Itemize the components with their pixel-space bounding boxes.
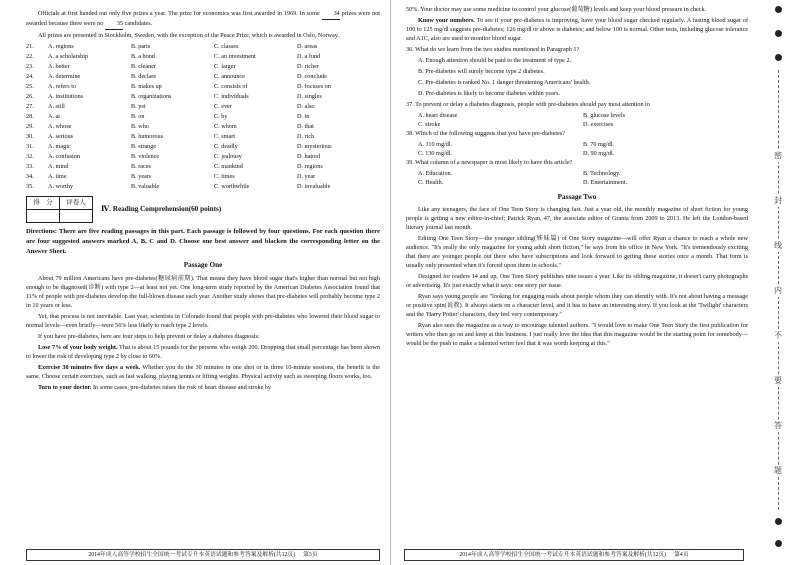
- cloze-question-number: 35.: [26, 182, 34, 190]
- question-36-options: [406, 57, 748, 99]
- q38-option-d: D. 90 mg/dl.: [583, 149, 615, 157]
- q37-option-b: B. glucose levels: [583, 111, 626, 119]
- cloze-option-b: B. years: [131, 172, 152, 180]
- cloze-option-d: D. areas: [297, 42, 318, 50]
- cloze-option-b: B. yet: [131, 102, 146, 110]
- score-label: 得 分: [27, 196, 60, 209]
- cloze-option-c: C. smart: [214, 132, 235, 140]
- cloze-question-number: 29.: [26, 122, 34, 130]
- cloze-option-a: A. worthy: [48, 182, 74, 190]
- q37-option-a: A. heart disease: [418, 111, 458, 119]
- q36-option-a: A. Enough attention should be paid to the treatment of type 2.: [418, 56, 572, 64]
- passage-one-paragraph-6: Turn to your doctor. In some cases, pre-diabetes raises the risk of heart disease and stroke by: [38, 383, 272, 391]
- cloze-option-c: C. jealousy: [214, 152, 242, 160]
- cloze-option-c: C. an investment: [214, 52, 256, 60]
- binding-hole: [775, 540, 782, 547]
- cloze-option-b: B. makes up: [131, 82, 162, 90]
- cloze-option-a: A. time: [48, 172, 67, 180]
- q36-option-d: D. Pre-diabetes is likely to become diabetes within years.: [418, 89, 560, 97]
- score-table: [26, 196, 93, 223]
- score-cell[interactable]: [27, 209, 60, 222]
- left-footer-page: 第3页: [303, 551, 318, 558]
- cloze-option-b: B. organizations: [131, 92, 172, 100]
- question-37: 37. To prevent or delay a diabetes diagnosis, people with pre-diabetes should pay most attention to: [406, 100, 650, 108]
- passage-one-paragraph-7: 50%. Your doctor may use some medicine to control your glucose(葡萄糖) levels and keep your blood pressure in check.: [406, 6, 707, 13]
- cloze-option-c: C. deadly: [214, 142, 238, 150]
- cloze-option-b: B. on: [131, 112, 145, 120]
- cloze-option-d: D. regions: [297, 162, 323, 170]
- cloze-option-a: A. magic: [48, 142, 71, 150]
- cloze-question-number: 30.: [26, 132, 34, 140]
- q37-option-c: C. stroke: [418, 120, 441, 128]
- q38-option-b: B. 70 mg/dl.: [583, 140, 614, 148]
- grader-label: 评卷人: [60, 196, 93, 209]
- grader-cell[interactable]: [60, 209, 93, 222]
- passage-two-paragraph-1: Like any teenagers, the face of One Teen Story is changing fast. Just a year old, the monthly magazine of short fiction for young people is getting a new editor-in-chief; Patrick Ryan, 47, the associate editor of Granta from 2009 to 2013. He left the London-based literary journal last month.: [406, 206, 748, 232]
- cloze-question-number: 26.: [26, 92, 34, 100]
- binding-char: 内: [770, 285, 786, 297]
- binding-char: 要: [770, 375, 786, 387]
- binding-char: 答: [770, 420, 786, 432]
- cloze-option-a: A. whose: [48, 122, 72, 130]
- passage-one-paragraph-5: Exercise 30 minutes five days a week. Whether you do the 30 minutes in one shot or in three 10-minute sessions, the benefit is the same. Choose certain exercises, such as fast walking, playing tennis or lifting weights. Physical activity such as sweeping floors works, too.: [26, 363, 380, 380]
- cloze-option-d: D. invaluable: [297, 182, 331, 190]
- cloze-option-b: B. strange: [131, 142, 157, 150]
- cloze-option-a: A. better: [48, 62, 70, 70]
- right-page: [392, 0, 754, 565]
- cloze-option-c: C. whom: [214, 122, 237, 130]
- cloze-option-d: D. richer: [297, 62, 319, 70]
- cloze-question-number: 32.: [26, 152, 34, 160]
- cloze-option-a: A. determine: [48, 72, 81, 80]
- passage-one-paragraph-2: Yet, that process is not inevitable. Last year, scientists in Colorado found that people with pre-diabetes who lowered their blood sugar to normal levels—even briefly—were 56% less likely to reach type 2 levels.: [26, 312, 380, 329]
- cloze-option-d: D. a fund: [297, 52, 321, 60]
- cloze-option-c: C. larger: [214, 62, 236, 70]
- passage-one-paragraph-4: Lose 7% of your body weight. That is about 15 pounds for the persons who weigh 200. Dropping that small percentage has been shown to lower the risk of developing type 2 by close to 60%.: [26, 343, 380, 360]
- passage-one-paragraph-8: Know your numbers. To see if your pre-diabetes is improving, have your blood sugar checked regularly. A fasting blood sugar of 100 to 125 mg/dl suggests pre-diabetes; 126 mg/dl or above is diabetes; and below 100 is normal. Other tests, including glucose tolerance and A1C, also are used to monitor blood sugar.: [406, 16, 748, 42]
- passage-one-paragraph-1: About 79 million Americans have pre-diabetes(糖尿病前期). That means they have blood sugar that's higher than normal but not high enough to be diagnosed(诊断) with type 2—at least not yet. One long-term study reported by the American Diabetes Association found that 11% of people with pre-diabetes develop the full-blown disease each year. Another study shows that pre-diabetes will probably become type 2 in 10 years or less.: [26, 274, 380, 309]
- cloze-option-a: A. institutions: [48, 92, 84, 100]
- cloze-option-c: C. classes: [214, 42, 239, 50]
- question-39-options: [406, 170, 748, 188]
- section-title: Ⅳ. Reading Comprehension(60 points): [101, 205, 222, 213]
- cloze-question-number: 24.: [26, 72, 34, 80]
- score-box-row: [26, 196, 380, 223]
- cloze-option-b: B. violence: [131, 152, 160, 160]
- cloze-option-b: B. who: [131, 122, 149, 130]
- passage-two-paragraph-2: Editing One Teen Story—the younger sibling(姊妹篇) of One Story magazine—will offer Ryan a chance to reach a whole new audience. "It's really the only magazine for young adult short fiction," he says from his office in New York. "It's tremendously exciting that there are younger people out there who have subscriptions and look forward to getting these stories once a month. That form is usually only presented when it's forced upon them in schools.": [406, 235, 748, 270]
- passage-two-paragraph-3: Designed for readers 14 and up, One Teen Story publishes nine issues a year. Like its sibling magazine, it doesn't carry photographs or advertising. It's just exactly what it says: one story per issue.: [406, 273, 748, 290]
- right-footer-page: 第4页: [674, 551, 689, 558]
- binding-char: 线: [770, 240, 786, 252]
- cloze-question-number: 25.: [26, 82, 34, 90]
- cloze-question-number: 33.: [26, 162, 34, 170]
- cloze-option-d: D. hatred: [297, 152, 321, 160]
- cloze-option-c: C. worthwhile: [214, 182, 250, 190]
- blank-34: 34: [322, 10, 340, 20]
- cloze-option-b: B. humorous: [131, 132, 163, 140]
- page-divider: [390, 0, 391, 565]
- cloze-question-number: 22.: [26, 52, 34, 60]
- cloze-option-d: D. rich: [297, 132, 315, 140]
- question-38-options: [406, 141, 748, 159]
- cloze-question-number: 34.: [26, 172, 34, 180]
- q39-option-c: C. Health.: [418, 178, 444, 186]
- cloze-option-b: B. cleaner: [131, 62, 157, 70]
- passage-two-paragraph-4: Ryan says young people are "looking for engaging reads about people whom they can identify with. It's not about having a message or positive spin(说教). It always starts on a character level, and it has to have an interesting story. If you look at the 'Twilight' characters and the 'Harry Potter' characters, they feel very contemporary.": [406, 293, 748, 318]
- cloze-option-a: A. confusion: [48, 152, 80, 160]
- passage-two-title: Passage Two: [557, 192, 597, 201]
- cloze-option-d: D. year: [297, 172, 316, 180]
- passage-two-paragraph-5: Ryan also sees the magazine as a way to encourage talented authors. "I would love to make One Teen Story the first publication for writers who then go on and keep at this business. I just really love the idea that this magazine would be the starting point for somebody—would be the push to make a talented writer feel that it was worth keeping at this.": [406, 321, 748, 347]
- binding-strip: [756, 0, 800, 565]
- q38-option-c: C. 130 mg/dl.: [418, 149, 453, 157]
- cloze-option-c: C. ever: [214, 102, 232, 110]
- q36-option-c: C. Pre-diabetes is ranked No. 1 danger threatening Americans' health.: [418, 78, 591, 86]
- left-footer: [26, 549, 380, 561]
- cloze-option-a: A. mind: [48, 162, 69, 170]
- passage-one-paragraph-3: If you have pre-diabetes, here are four steps to help prevent or delay a diabetes diagnosis:: [38, 332, 260, 340]
- cloze-option-c: C. mankind: [214, 162, 243, 170]
- cloze-option-c: C. by: [214, 112, 228, 120]
- cloze-option-c: C. consists of: [214, 82, 248, 90]
- cloze-question-number: 23.: [26, 62, 34, 70]
- binding-hole: [775, 54, 782, 61]
- cloze-option-d: D. singles: [297, 92, 322, 100]
- cloze-question-number: 21.: [26, 42, 34, 50]
- cloze-option-a: A. refers to: [48, 82, 77, 90]
- directions: Directions: There are five reading passages in this part. Each passage is followed by four questions. For each question there are four suggested answers marked A, B, C and D. Choose one best answer and blacken the corresponding letter on the Answer Sheet.: [26, 227, 380, 255]
- intro-paragraph-1: Officials at first handed out only five prizes a year. The prize for economics was first awarded in 1969. In some 34 prizes were not awarded because there were no 35 candidates.: [26, 10, 380, 30]
- blank-35: 35: [105, 20, 123, 30]
- q37-option-d: D. exercises: [583, 120, 614, 128]
- passage-one-title: Passage One: [183, 261, 223, 270]
- q39-option-b: B. Technology.: [583, 169, 621, 177]
- left-page: [0, 0, 390, 565]
- intro-paragraph-2: All prizes are presented in Stockholm, Sweden, with the exception of the Peace Prize, which is awarded in Oslo, Norway.: [38, 31, 339, 39]
- cloze-option-a: A. still: [48, 102, 65, 110]
- cloze-option-a: A. regions: [48, 42, 74, 50]
- cloze-option-c: C. announce: [214, 72, 245, 80]
- binding-char: 不: [770, 330, 786, 342]
- q36-option-b: B. Pre-diabetes will surely become type 2 diabetes.: [418, 67, 545, 75]
- cloze-option-d: D. conclude: [297, 72, 327, 80]
- binding-char: 密: [770, 150, 786, 162]
- left-footer-title: 2014年成人高等学校招生全国统一考试专升本英语试题和参考答案及解析(共12页): [88, 551, 296, 558]
- cloze-option-d: D. mysterious: [297, 142, 332, 150]
- cloze-option-d: D. focuses on: [297, 82, 331, 90]
- cloze-option-c: C. individuals: [214, 92, 249, 100]
- cloze-question-number: 28.: [26, 112, 34, 120]
- cloze-option-a: A. a scholarship: [48, 52, 89, 60]
- cloze-options: [26, 43, 380, 192]
- cloze-option-a: A. at: [48, 112, 61, 120]
- q39-option-a: A. Education.: [418, 169, 453, 177]
- cloze-option-d: D. also: [297, 102, 315, 110]
- cloze-question-number: 27.: [26, 102, 34, 110]
- cloze-question-number: 31.: [26, 142, 34, 150]
- question-38: 38. Which of the following suggests that you have pre-diabetes?: [406, 129, 566, 137]
- q38-option-a: A. 110 mg/dl.: [418, 140, 453, 148]
- cloze-option-c: C. times: [214, 172, 235, 180]
- cloze-option-b: B. parts: [131, 42, 151, 50]
- q39-option-d: D. Entertainment.: [583, 178, 628, 186]
- binding-hole: [775, 30, 782, 37]
- question-39: 39. What column of a newspaper is most likely to have this article?: [406, 158, 573, 166]
- cloze-option-b: B. a bond: [131, 52, 155, 60]
- cloze-option-b: B. declare: [131, 72, 157, 80]
- cloze-option-b: B. valuable: [131, 182, 160, 190]
- right-footer-title: 2014年成人高等学校招生全国统一考试专升本英语试题和参考答案及解析(共12页): [459, 551, 667, 558]
- binding-char: 题: [770, 465, 786, 477]
- question-36: 36. What do we learn from the two studies mentioned in Paragraph 1?: [406, 45, 580, 53]
- cloze-option-a: A. serious: [48, 132, 74, 140]
- cloze-option-d: D. in: [297, 112, 310, 120]
- cloze-option-b: B. races: [131, 162, 151, 170]
- cloze-option-d: D. that: [297, 122, 314, 130]
- binding-hole: [775, 6, 782, 13]
- question-37-options: [406, 112, 748, 130]
- binding-char: 封: [770, 195, 786, 207]
- right-footer: [404, 549, 744, 561]
- binding-hole: [775, 518, 782, 525]
